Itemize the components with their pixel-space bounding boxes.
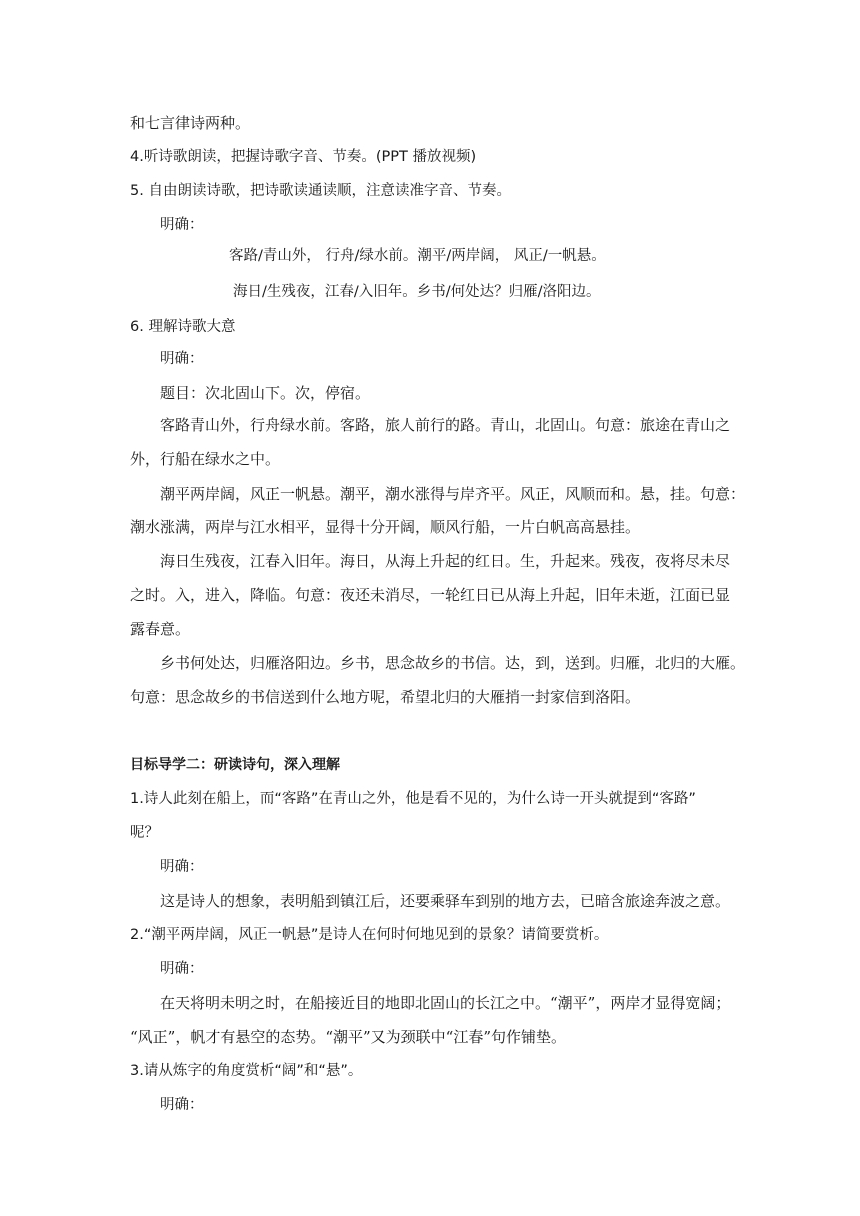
text-line: 外，行船在绿水之中。: [130, 450, 281, 468]
text-line: 乡书何处达，归雁洛阳边。乡书，思念故乡的书信。达，到，送到。归雁，北归的大雁。: [160, 654, 746, 672]
text-line: 1.诗人此刻在船上，而“客路”在青山之外，他是看不见的，为什么诗一开头就提到“客路”: [130, 791, 696, 807]
text-line: 露春意。: [130, 620, 191, 638]
text-line: 潮平两岸阔，风正一帆悬。潮平，潮水涨得与岸齐平。风正，风顺而和。悬，挂。句意：: [160, 485, 746, 503]
text-line: 这是诗人的想象，表明船到镇江后，还要乘驿车到别的地方去，已暗含旅途奔波之意。: [160, 892, 731, 910]
poem-line: 客路/青山外， 行舟/绿水前。潮平/两岸阔， 风正/一帆悬。: [229, 248, 606, 264]
text-line: 潮水涨满，两岸与江水相平，显得十分开阔，顺风行船，一片白帆高高悬挂。: [130, 518, 641, 536]
text-line: 海日生残夜，江春入旧年。海日，从海上升起的红日。生，升起来。残夜，夜将尽未尽: [160, 552, 731, 570]
text-line: 句意：思念故乡的书信送到什么地方呢，希望北归的大雁捎一封家信到洛阳。: [130, 688, 641, 706]
text-line: 6. 理解诗歌大意: [130, 319, 236, 335]
text-line: 明确：: [160, 859, 204, 875]
text-line: 3.请从炼字的角度赏析“阔”和“悬”。: [130, 1063, 363, 1079]
text-line: 在天将明未明之时，在船接近目的地即北固山的长江之中。“潮平”，两岸才显得宽阔；: [160, 994, 731, 1012]
text-line: 4.听诗歌朗读，把握诗歌字音、节奏。(PPT 播放视频): [130, 149, 477, 165]
text-line: 明确：: [160, 217, 204, 233]
text-line: “风正”，帆才有悬空的态势。“潮平”又为颈联中“江春”句作铺垫。: [130, 1028, 567, 1046]
text-line: 明确：: [160, 1097, 204, 1113]
text-line: 5. 自由朗读诗歌，把诗歌读通读顺，注意读准字音、节奏。: [130, 183, 511, 199]
poem-line: 海日/生残夜，江春/入旧年。乡书/何处达？归雁/洛阳边。: [233, 284, 601, 300]
text-line: 呢？: [130, 825, 159, 841]
text-line: 明确：: [160, 351, 204, 367]
text-line: 2.“潮平两岸阔，风正一帆悬”是诗人在何时何地见到的景象？请简要赏析。: [130, 927, 609, 943]
text-line: 客路青山外，行舟绿水前。客路，旅人前行的路。青山，北固山。句意：旅途在青山之: [160, 416, 731, 434]
text-line: 明确：: [160, 961, 204, 977]
text-line: 题目：次北固山下。次，停宿。: [160, 384, 371, 402]
text-line: 和七言律诗两种。: [130, 114, 251, 132]
section-heading: 目标导学二：研读诗句，深入理解: [130, 757, 340, 773]
text-line: 之时。入，进入，降临。句意：夜还未消尽，一轮红日已从海上升起，旧年未逝，江面已显: [130, 586, 731, 604]
